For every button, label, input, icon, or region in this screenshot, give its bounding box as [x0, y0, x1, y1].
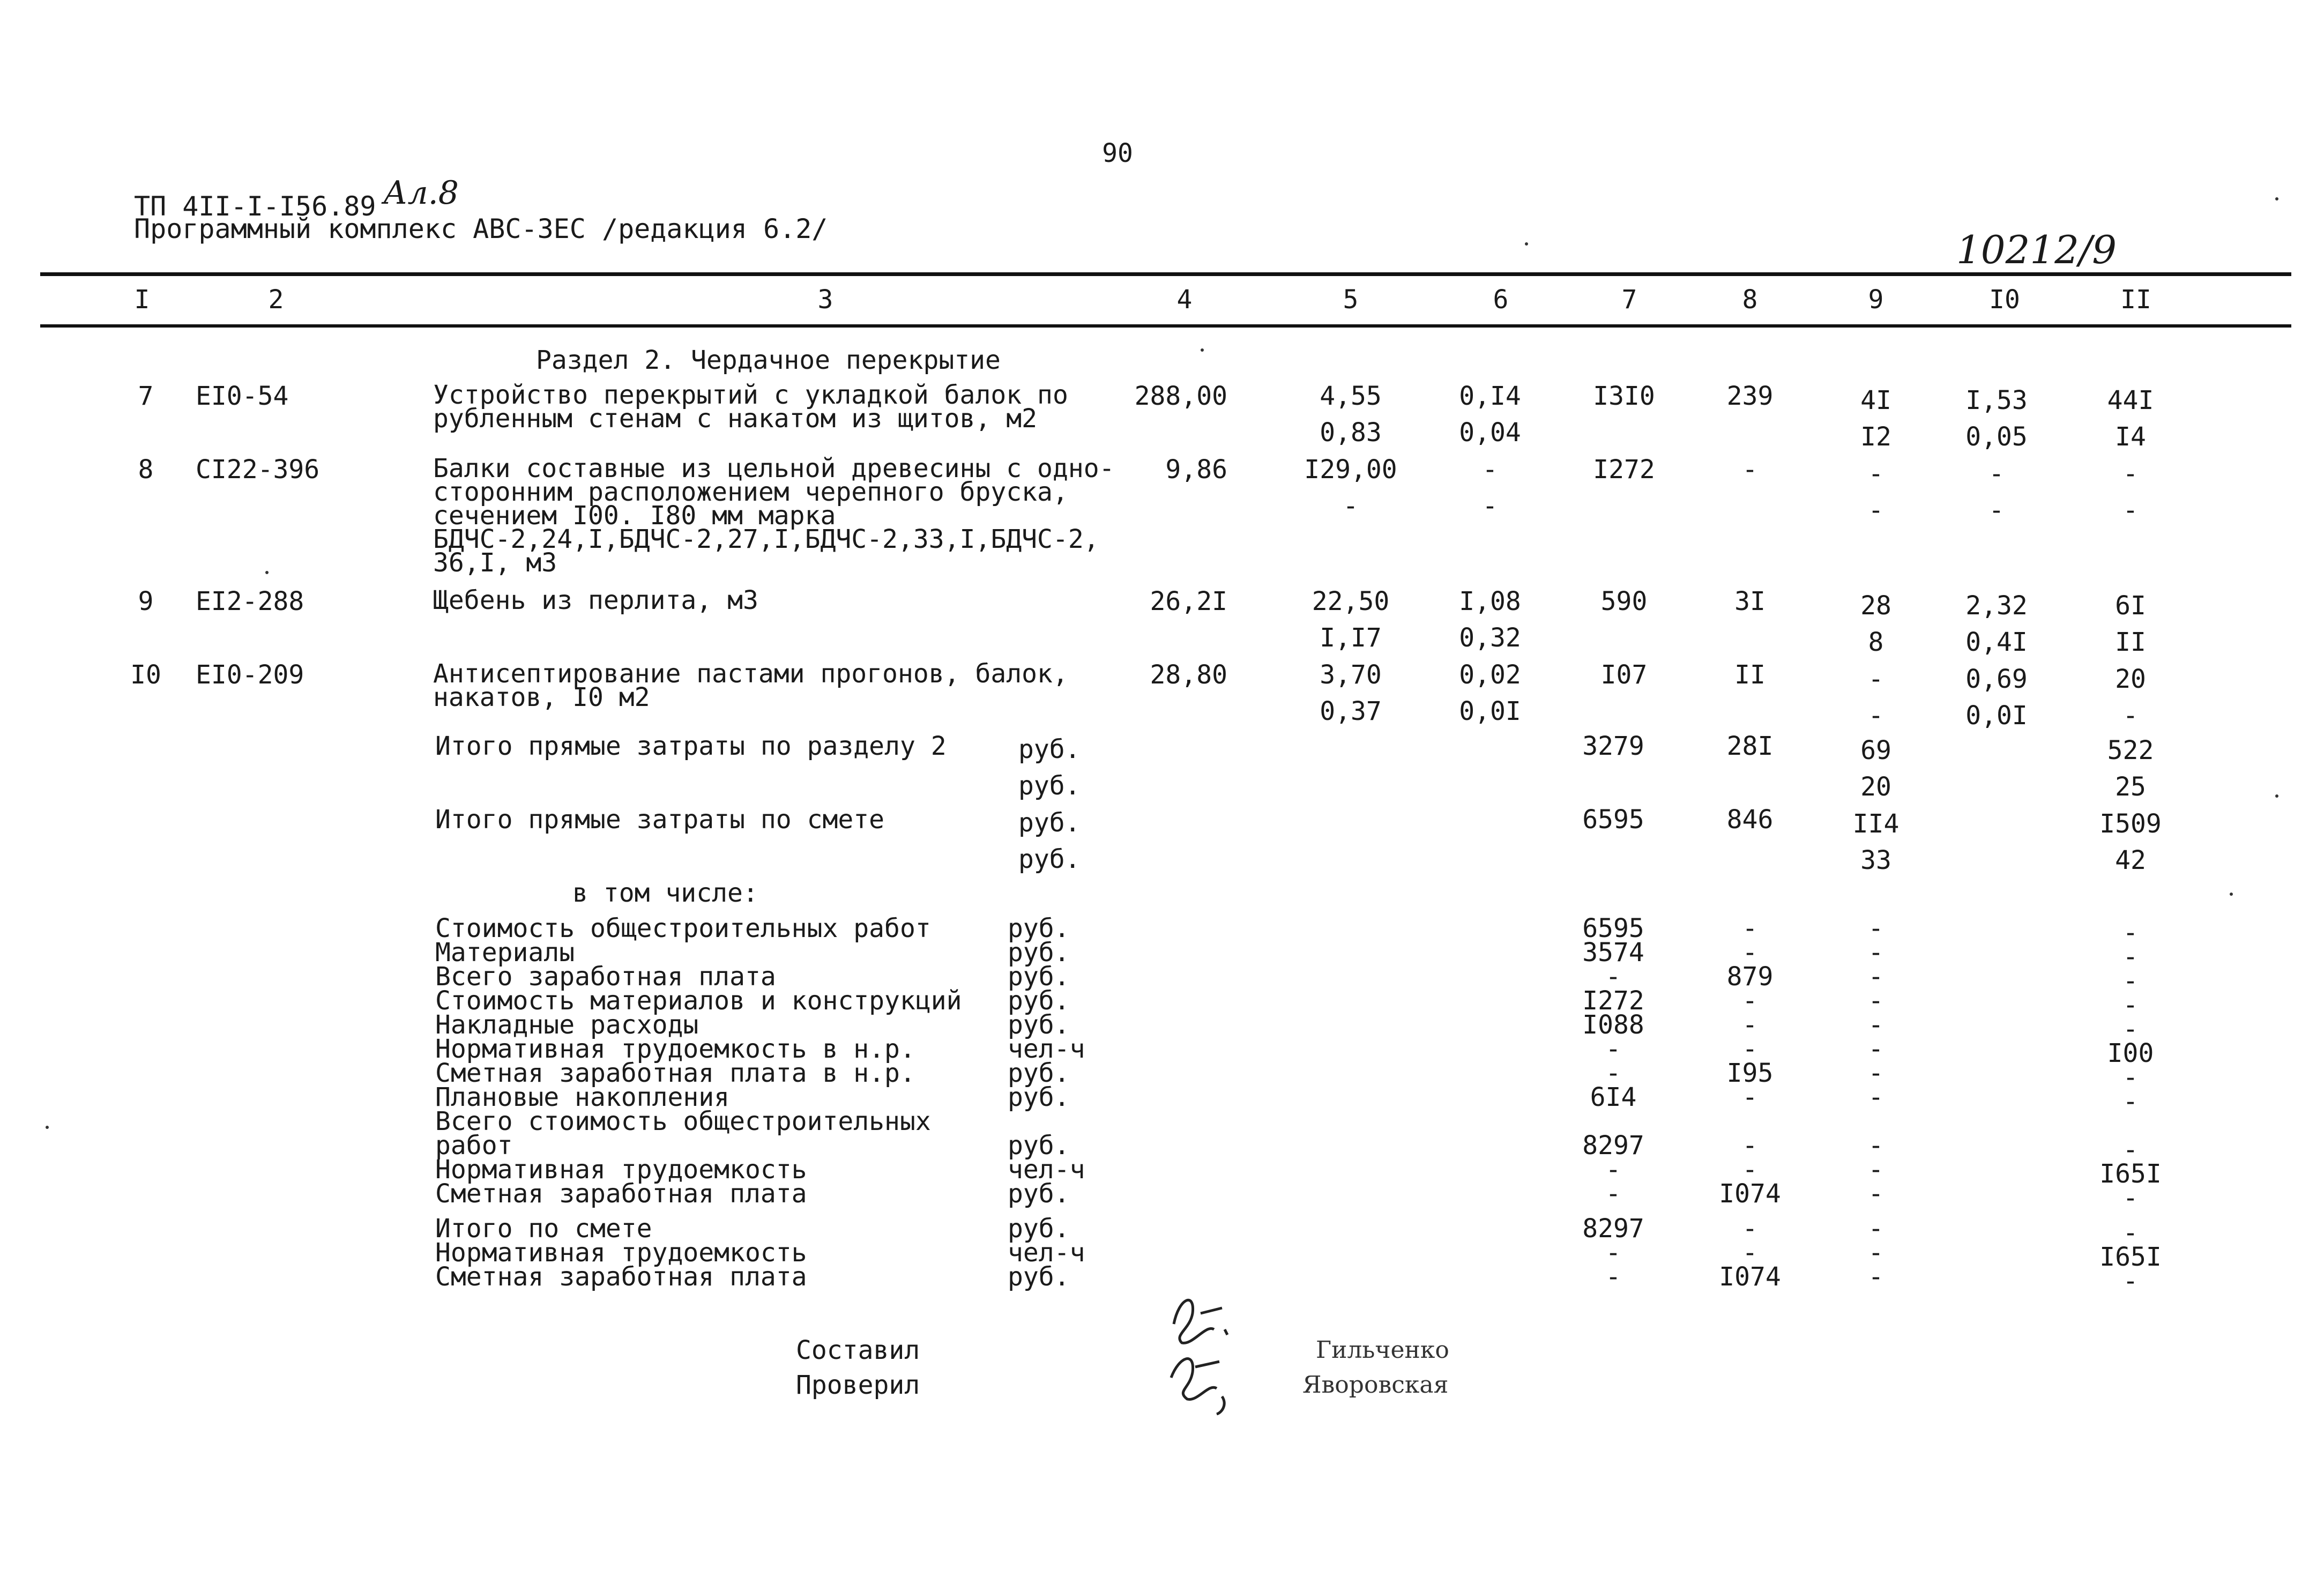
breakdown-unit: руб.	[1008, 938, 1070, 968]
row-col8: II	[1734, 660, 1766, 690]
row-col10-sub: 0,4I	[1965, 627, 2028, 657]
row-col6-sub: 0,04	[1459, 418, 1521, 448]
row-col10-sub: -	[1988, 495, 2005, 525]
row-col6: 0,02	[1459, 660, 1521, 690]
breakdown-col9: -	[1868, 962, 1884, 992]
row-total-cost: I07	[1600, 660, 1648, 690]
row-col9: 4I	[1860, 385, 1891, 415]
including-label: в том числе:	[572, 878, 758, 908]
row-unit-cost: I29,00	[1304, 455, 1397, 485]
breakdown-unit: руб.	[1008, 986, 1070, 1016]
total-unit: руб.	[1018, 808, 1081, 838]
scan-speck	[1525, 242, 1528, 246]
total-col11: 522	[2107, 735, 2154, 765]
total-col9: 33	[1860, 845, 1891, 875]
row-col10: -	[1988, 459, 2005, 489]
breakdown-col8: -	[1742, 1155, 1758, 1185]
row-number: I0	[130, 660, 161, 690]
column-header-9: 9	[1868, 285, 1884, 315]
total-col9: II4	[1852, 809, 1900, 839]
breakdown-col11: -	[2122, 990, 2139, 1020]
row-col6: I,08	[1459, 586, 1521, 616]
breakdown-col8: I95	[1726, 1058, 1774, 1088]
checked-name: Яворовская	[1302, 1371, 1449, 1399]
breakdown-col9: -	[1868, 1034, 1884, 1064]
header-bottom-rule	[40, 324, 2291, 328]
breakdown-col7: -	[1605, 1155, 1621, 1185]
total-col8: 28I	[1726, 731, 1774, 761]
row-col11: 44I	[2107, 385, 2154, 415]
total-unit: руб.	[1018, 771, 1081, 801]
row-col11-sub: I4	[2115, 422, 2146, 452]
row-unit-cost: 22,50	[1312, 586, 1390, 616]
composed-name: Гильченко	[1316, 1336, 1449, 1364]
breakdown-label: Сметная заработная плата	[435, 1179, 807, 1209]
row-total-cost: I3I0	[1593, 381, 1655, 411]
breakdown-col9: -	[1868, 986, 1884, 1016]
row-col11: 20	[2115, 664, 2146, 694]
final-col7: 8297	[1582, 1214, 1644, 1244]
breakdown-col7: 6I4	[1590, 1082, 1637, 1112]
row-code: EI0-54	[196, 381, 289, 411]
breakdown-label: работ	[435, 1131, 513, 1161]
row-col6: 0,I4	[1459, 381, 1521, 411]
total-col11: I509	[2099, 809, 2162, 839]
total-col7: 6595	[1582, 805, 1644, 835]
breakdown-col9: -	[1868, 1010, 1884, 1040]
document-code: ТП 4II-I-I56.89	[134, 191, 376, 222]
breakdown-col7: 8297	[1582, 1131, 1644, 1161]
final-label: Итого по смете	[435, 1214, 652, 1244]
row-description: Балки составные из цельной древесины с одно- сторонним расположением черепного бруска, сечением I00. I80 мм марка БДЧС-2,24,I,БДЧС-2,27,I,БДЧС-2,33,I,БДЧС-2, 36,I, м3	[433, 454, 1115, 578]
final-col7: -	[1605, 1238, 1621, 1268]
column-header-5: 5	[1343, 285, 1359, 315]
breakdown-col7: 6595	[1582, 913, 1644, 943]
row-col10-sub: 0,05	[1965, 422, 2028, 452]
breakdown-col8: -	[1742, 986, 1758, 1016]
breakdown-unit: руб.	[1008, 962, 1070, 992]
row-quantity: 9,86	[1165, 455, 1227, 485]
header-top-rule	[40, 272, 2291, 276]
row-col10-sub: 0,0I	[1965, 701, 2028, 731]
breakdown-label: Всего заработная плата	[435, 962, 776, 992]
row-col8: 239	[1726, 381, 1774, 411]
program-info: Программный комплекс АВС-3ЕС /редакция 6.2/	[134, 213, 828, 244]
total-col7: 3279	[1582, 731, 1644, 761]
total-unit: руб.	[1018, 734, 1081, 764]
breakdown-label: Материалы	[435, 938, 575, 968]
breakdown-col9: -	[1868, 1131, 1884, 1161]
row-col6-sub: 0,0I	[1459, 696, 1521, 726]
scan-speck	[46, 1126, 49, 1129]
scan-speck	[265, 571, 269, 574]
row-unit-cost-wages: 0,37	[1320, 696, 1382, 726]
breakdown-col8: -	[1742, 913, 1758, 943]
composed-label: Составил	[796, 1335, 920, 1365]
total-col11: 25	[2115, 772, 2146, 802]
breakdown-col8: I074	[1719, 1179, 1781, 1209]
breakdown-col11: -	[2122, 1087, 2139, 1117]
breakdown-label: Нормативная трудоемкость	[435, 1155, 807, 1185]
row-code: EI0-209	[196, 660, 304, 690]
breakdown-col8: -	[1742, 1131, 1758, 1161]
row-unit-cost: 3,70	[1320, 660, 1382, 690]
breakdown-col9: -	[1868, 1155, 1884, 1185]
breakdown-col7: -	[1605, 1034, 1621, 1064]
row-number: 9	[138, 586, 154, 616]
row-col9-sub: 8	[1868, 627, 1884, 657]
breakdown-col9: -	[1868, 1179, 1884, 1209]
row-number: 8	[138, 455, 154, 485]
breakdown-unit: руб.	[1008, 1179, 1070, 1209]
row-col11: 6I	[2115, 591, 2146, 621]
breakdown-label: Всего стоимость общестроительных	[435, 1106, 931, 1136]
breakdown-col9: -	[1868, 913, 1884, 943]
final-col8: I074	[1719, 1262, 1781, 1292]
document-number: 10212/9	[1956, 227, 2117, 272]
breakdown-col7: -	[1605, 1058, 1621, 1088]
breakdown-col8: -	[1742, 938, 1758, 968]
row-col9: 28	[1860, 591, 1891, 621]
final-unit: руб.	[1008, 1214, 1070, 1244]
final-col9: -	[1868, 1262, 1884, 1292]
total-unit: руб.	[1018, 844, 1081, 874]
final-unit: чел-ч	[1008, 1238, 1085, 1268]
row-description: Антисептирование пастами прогонов, балок, накатов, I0 м2	[433, 659, 1068, 712]
column-header-10: I0	[1989, 285, 2020, 315]
breakdown-col8: -	[1742, 1010, 1758, 1040]
row-col11-sub: -	[2122, 495, 2139, 525]
breakdown-col7: I272	[1582, 986, 1644, 1016]
column-header-2: 2	[268, 285, 284, 315]
breakdown-unit: чел-ч	[1008, 1155, 1085, 1185]
breakdown-col11: -	[2122, 1062, 2139, 1092]
breakdown-unit: руб.	[1008, 1131, 1070, 1161]
row-col6-sub: -	[1482, 491, 1498, 521]
scan-speck	[2275, 197, 2278, 200]
total-col11: 42	[2115, 845, 2146, 875]
final-unit: руб.	[1008, 1262, 1070, 1292]
row-col8: 3I	[1734, 586, 1766, 616]
column-header-7: 7	[1621, 285, 1637, 315]
breakdown-col11: -	[2122, 1135, 2139, 1165]
row-col6-sub: 0,32	[1459, 623, 1521, 653]
row-unit-cost: 4,55	[1320, 381, 1382, 411]
final-col9: -	[1868, 1238, 1884, 1268]
breakdown-col11: I00	[2107, 1038, 2154, 1068]
breakdown-col11: -	[2122, 1183, 2139, 1213]
final-col8: -	[1742, 1238, 1758, 1268]
final-col7: -	[1605, 1262, 1621, 1292]
breakdown-col7: -	[1605, 1179, 1621, 1209]
breakdown-col11: -	[2122, 966, 2139, 996]
row-quantity: 28,80	[1150, 660, 1227, 690]
breakdown-col9: -	[1868, 1082, 1884, 1112]
row-unit-cost-wages: I,I7	[1320, 623, 1382, 653]
row-quantity: 288,00	[1134, 381, 1227, 411]
row-col10: I,53	[1965, 385, 2028, 415]
row-col9-sub: I2	[1860, 422, 1891, 452]
row-col9: -	[1868, 459, 1884, 489]
final-col11: -	[2122, 1218, 2139, 1248]
checked-label: Проверил	[796, 1370, 920, 1400]
total-col9: 20	[1860, 772, 1891, 802]
column-header-11: II	[2120, 285, 2151, 315]
breakdown-col11: -	[2122, 918, 2139, 948]
column-header-6: 6	[1493, 285, 1509, 315]
breakdown-col7: 3574	[1582, 938, 1644, 968]
breakdown-col11: -	[2122, 942, 2139, 972]
row-col10: 2,32	[1965, 591, 2028, 621]
breakdown-col7: I088	[1582, 1010, 1644, 1040]
row-col9-sub: -	[1868, 701, 1884, 731]
row-total-cost: I272	[1593, 455, 1655, 485]
breakdown-col8: -	[1742, 1034, 1758, 1064]
breakdown-unit: руб.	[1008, 1058, 1070, 1088]
breakdown-col7: -	[1605, 962, 1621, 992]
final-label: Нормативная трудоемкость	[435, 1238, 807, 1268]
breakdown-unit: чел-ч	[1008, 1034, 1085, 1064]
breakdown-unit: руб.	[1008, 1010, 1070, 1040]
scan-speck	[2275, 794, 2278, 798]
row-code: EI2-288	[196, 586, 304, 616]
breakdown-unit: руб.	[1008, 1082, 1070, 1112]
row-col8: -	[1742, 455, 1758, 485]
row-total-cost: 590	[1600, 586, 1648, 616]
total-col9: 69	[1860, 735, 1891, 765]
total-label: Итого прямые затраты по разделу 2	[435, 731, 947, 761]
row-unit-cost-wages: 0,83	[1320, 418, 1382, 448]
breakdown-label: Накладные расходы	[435, 1010, 699, 1040]
column-header-8: 8	[1742, 285, 1758, 315]
row-col9-sub: -	[1868, 495, 1884, 525]
row-col9: -	[1868, 664, 1884, 694]
column-header-4: 4	[1176, 285, 1193, 315]
final-col8: -	[1742, 1214, 1758, 1244]
breakdown-col11: I65I	[2099, 1159, 2162, 1189]
final-col9: -	[1868, 1214, 1884, 1244]
breakdown-label: Нормативная трудоемкость в н.р.	[435, 1034, 915, 1064]
scan-speck	[2230, 893, 2233, 896]
breakdown-label: Стоимость материалов и конструкций	[435, 986, 962, 1016]
total-label: Итого прямые затраты по смете	[435, 805, 885, 835]
final-col11: I65I	[2099, 1242, 2162, 1272]
final-col11: -	[2122, 1266, 2139, 1296]
breakdown-label: Стоимость общестроительных работ	[435, 913, 931, 943]
breakdown-col8: 879	[1726, 962, 1774, 992]
total-col8: 846	[1726, 805, 1774, 835]
row-code: CI22-396	[196, 455, 320, 485]
row-description: Устройство перекрытий с укладкой балок по рубленным стенам с накатом из щитов, м2	[433, 380, 1068, 434]
scan-speck	[1201, 348, 1204, 352]
breakdown-label: Сметная заработная плата в н.р.	[435, 1058, 915, 1088]
column-header-1: I	[134, 285, 150, 315]
row-quantity: 26,2I	[1150, 586, 1227, 616]
breakdown-unit: руб.	[1008, 913, 1070, 943]
row-number: 7	[138, 381, 154, 411]
page-number: 90	[1102, 138, 1133, 168]
row-description: Щебень из перлита, м3	[433, 585, 758, 615]
breakdown-col8: -	[1742, 1082, 1758, 1112]
breakdown-col9: -	[1868, 1058, 1884, 1088]
row-col11-sub: -	[2122, 701, 2139, 731]
breakdown-col11: -	[2122, 1014, 2139, 1044]
album-note: Ал.8	[383, 174, 459, 212]
signature-marks	[1163, 1292, 1238, 1415]
section-title: Раздел 2. Чердачное перекрытие	[536, 345, 1001, 375]
breakdown-label: Плановые накопления	[435, 1082, 730, 1112]
row-col10: 0,69	[1965, 664, 2028, 694]
row-col6: -	[1482, 455, 1498, 485]
row-unit-cost-wages: -	[1343, 491, 1359, 521]
row-col11: -	[2122, 459, 2139, 489]
row-col11-sub: II	[2115, 627, 2146, 657]
final-label: Сметная заработная плата	[435, 1262, 807, 1292]
breakdown-col9: -	[1868, 938, 1884, 968]
column-header-3: 3	[817, 285, 833, 315]
